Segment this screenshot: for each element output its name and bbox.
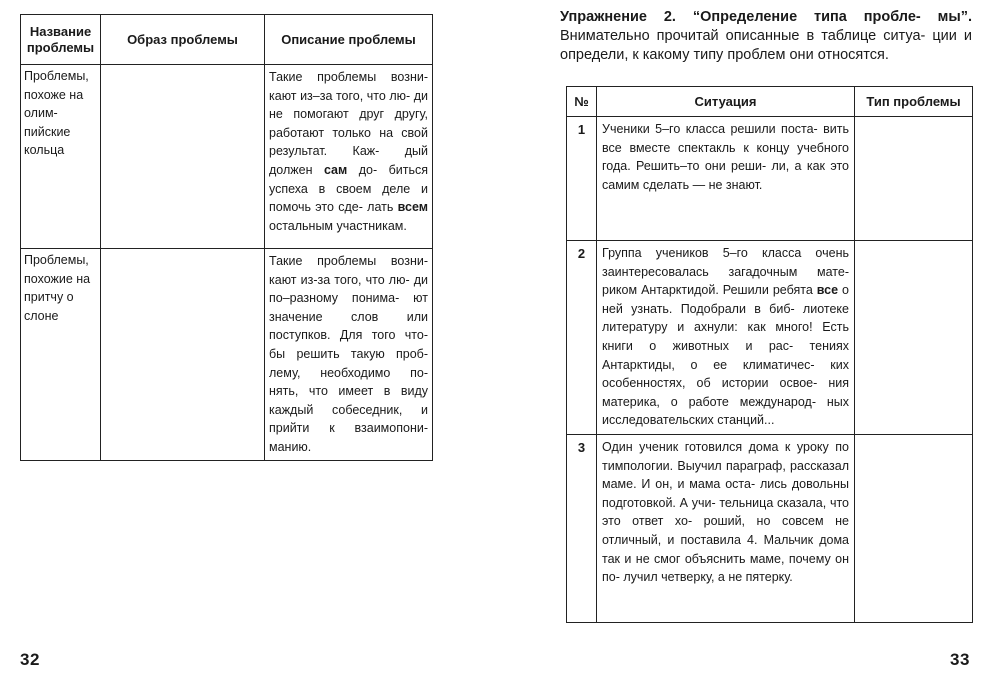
exercise-heading [560, 8, 972, 65]
table-header-row [21, 15, 433, 65]
problem-description-cell: Такие проблемы возни- кают из–за того, что лю- ди не помогают друг другу, работают только на свой результат. Каж- дый должен сам до- биться успеха в своем деле и помочь это сде- лать всем остальным участникам. [265, 65, 433, 249]
table-row [567, 117, 973, 241]
row-number: 1 [567, 117, 597, 241]
header-problem-type: Тип проблемы [855, 87, 973, 117]
row-number: 3 [567, 435, 597, 623]
situation-cell: Ученики 5–го класса решили поста- вить все вместе спектакль к концу учебного года. Решить–то они реши- ли, а как это самим сделать — не знают. [597, 117, 855, 241]
page-number-left: 32 [20, 650, 40, 669]
problem-name-cell: Проблемы, похожие на притчу о слоне [21, 249, 101, 461]
header-situation: Ситуация [597, 87, 855, 117]
problems-table [20, 14, 433, 461]
page-number-right: 33 [950, 650, 970, 669]
header-problem-name: Название проблемы [21, 15, 101, 65]
situation-cell: Группа учеников 5–го класса очень заинтересовалась загадочным мате- риком Антарктидой. Решили ребята все о ней узнать. Подобрали в биб- лиотеке литературу и ахнули: как много! Есть книги о животных и рас- тениях Антарктиды, о ее климатичес- ких особенностях, об истории освое- ния материка, о работе международ- ных исследовательских станций... [597, 241, 855, 435]
problem-description-cell: Такие проблемы возни- кают из-за того, что лю- ди по–разному понима- ют значение слов или поступков. Для того что- бы решить такую проб- лему, необходимо по- нять, что имеет в виду каждый собеседник, и прийти к взаимопони- манию. [265, 249, 433, 461]
table-row [21, 249, 433, 461]
row-number: 2 [567, 241, 597, 435]
problem-name-cell: Проблемы, похоже на олим- пийские кольца [21, 65, 101, 249]
table-row [567, 241, 973, 435]
problem-type-cell[interactable] [855, 435, 973, 623]
header-number: № [567, 87, 597, 117]
situations-table [566, 86, 973, 623]
table-header-row [567, 87, 973, 117]
header-problem-image: Образ проблемы [101, 15, 265, 65]
situation-cell: Один ученик готовился дома к уроку по тимпологии. Выучил параграф, рассказал маме. И он, и мама оста- лись довольны подготовкой. А учи- тельница сказала, что это ответ хо- роший, но совсем не отличный, и поставила 4. Мальчик дома так и не смог объяснить маме, почему он по- лучил четверку, а не пятерку. [597, 435, 855, 623]
table-row [567, 435, 973, 623]
header-problem-description: Описание проблемы [265, 15, 433, 65]
problem-type-cell[interactable] [855, 241, 973, 435]
exercise-instruction: Внимательно прочитай описанные в таблице ситуа- ции и определи, к какому типу проблем они относятся. [560, 28, 972, 63]
problem-image-cell[interactable] [101, 65, 265, 249]
problem-type-cell[interactable] [855, 117, 973, 241]
exercise-title: Упражнение 2. “Определение типа пробле- мы”. [560, 9, 972, 25]
problem-image-cell[interactable] [101, 249, 265, 461]
table-row [21, 65, 433, 249]
